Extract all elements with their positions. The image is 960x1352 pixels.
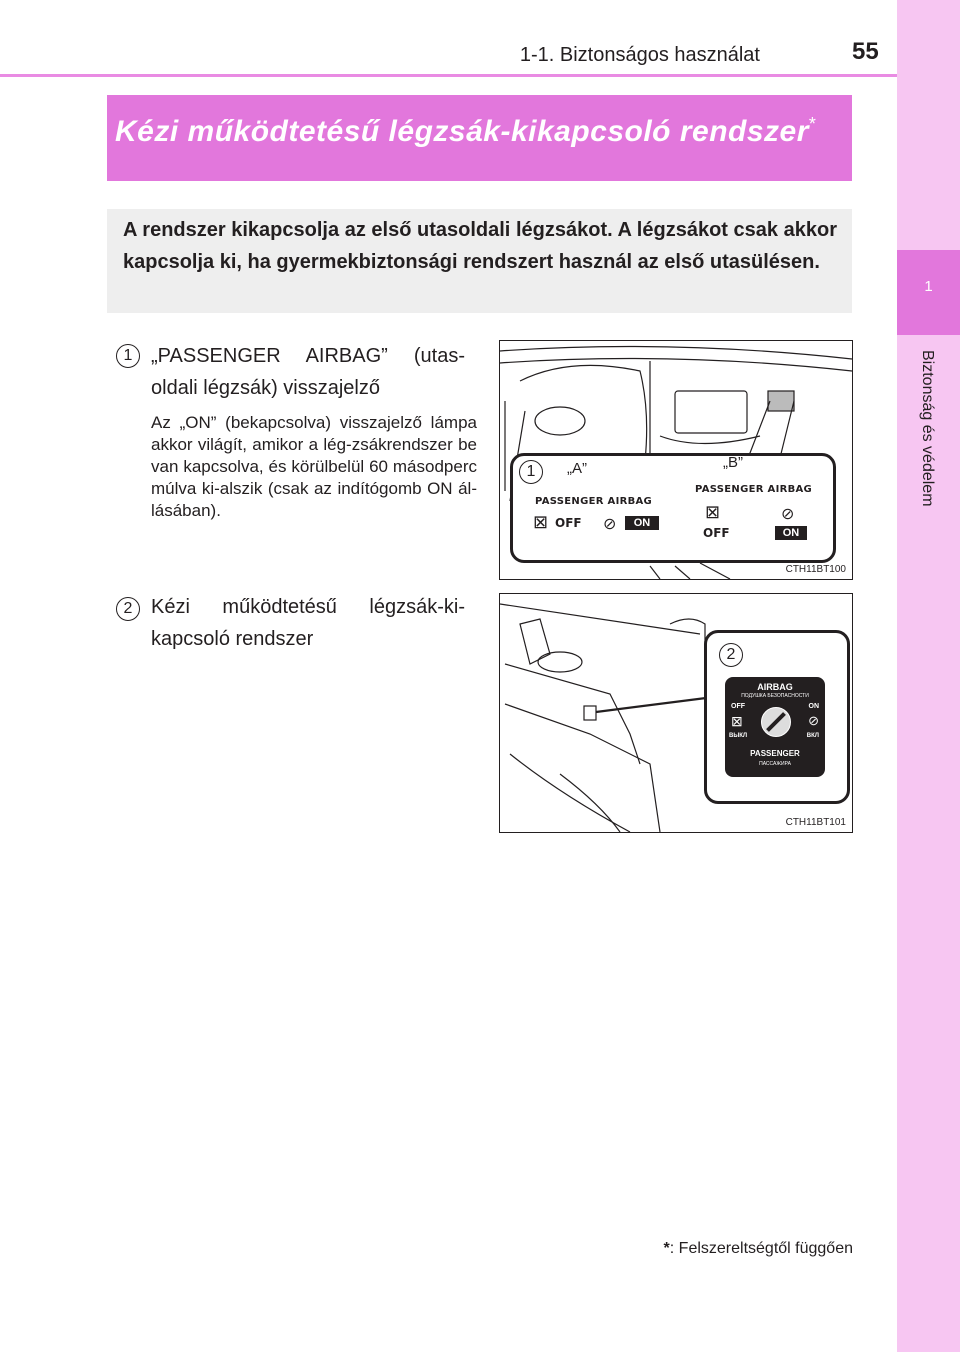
chapter-name: Biztonság és védelem: [919, 350, 936, 507]
switch-on-ru: ВКЛ: [806, 733, 819, 739]
figure-1-code: CTH11BT100: [785, 564, 846, 575]
item-1-body: Az „ON” (bekapcsolva) visszajelző lámpa akkor világít, amikor a lég-zsákrendszer be van kapcsolva, és körülbelül 60 másodperc múlva ki-alszik (csak az indítógomb ON ál-lásában).: [151, 413, 477, 520]
header-rule: [0, 74, 897, 77]
footnote-marker: *: [663, 1240, 670, 1257]
panel-b-on: ON: [775, 526, 807, 540]
panel-a-on: ON: [625, 516, 659, 530]
section-title: 1-1. Biztonságos használat: [519, 44, 760, 66]
switch-off: OFF: [731, 703, 745, 710]
label-a: „A”: [567, 460, 587, 477]
airbag-off-icon-b: ⊠: [705, 502, 721, 522]
airbag-on-icon-b: ⊘: [781, 506, 795, 523]
title-marker: *: [808, 114, 817, 134]
page-title: [115, 104, 835, 152]
figure-indicator: [499, 340, 853, 580]
intro-text: A rendszer kikapcsolja az első utasoldali légzsákot. A légzsákot csak akkor kapcsolja ki, ha gyermekbiztonsági rendszert használ az első utasülésen.: [123, 219, 837, 273]
switch-passenger-ru: ПАССАЖИРА: [759, 761, 791, 767]
switch-off-ru: ВЫКЛ: [729, 733, 748, 739]
switch-passenger: PASSENGER: [750, 749, 800, 758]
switch-off-icon: ⊠: [731, 713, 743, 729]
footnote-text: : Felszereltségtől függően: [669, 1240, 853, 1257]
item-1-title: „PASSENGER AIRBAG” (utas-oldali légzsák) visszajelző: [151, 345, 465, 399]
item-1-number: 1: [116, 344, 140, 368]
key-slot[interactable]: [761, 707, 791, 737]
switch-title: AIRBAG: [757, 682, 793, 692]
page-number: 55: [852, 38, 879, 65]
switch-on-icon: ⊘: [808, 713, 819, 728]
page-title-text: Kézi működtetésű légzsák-kikapcsoló rendszer: [115, 115, 809, 148]
switch-callout: [704, 630, 850, 804]
callout-2-number: 2: [719, 643, 743, 667]
chapter-number: 1: [924, 278, 933, 295]
panel-b-off: OFF: [703, 526, 730, 540]
figure-2-code: CTH11BT101: [785, 817, 846, 828]
panel-a-off: OFF: [555, 516, 582, 530]
callout-1-number: 1: [519, 460, 543, 484]
label-b: „B”: [723, 454, 743, 471]
airbag-off-icon: ⊠: [533, 512, 549, 532]
switch-title-ru: ПОДУШКА БЕЗОПАСНОСТИ: [741, 693, 809, 699]
item-2-title: Kézi működtetésű légzsák-ki-kapcsoló rendszer: [151, 596, 465, 650]
side-band: [897, 0, 960, 1352]
panel-a-label: PASSENGER AIRBAG: [535, 496, 653, 507]
switch-plate: [725, 677, 825, 777]
item-2-number: 2: [116, 597, 140, 621]
airbag-on-icon: ⊘: [603, 516, 617, 533]
indicator-callout: [510, 453, 836, 563]
footnote: [664, 1240, 853, 1258]
figure-switch: [499, 593, 853, 833]
switch-on: ON: [808, 703, 819, 710]
panel-b-label: PASSENGER AIRBAG: [695, 484, 813, 495]
